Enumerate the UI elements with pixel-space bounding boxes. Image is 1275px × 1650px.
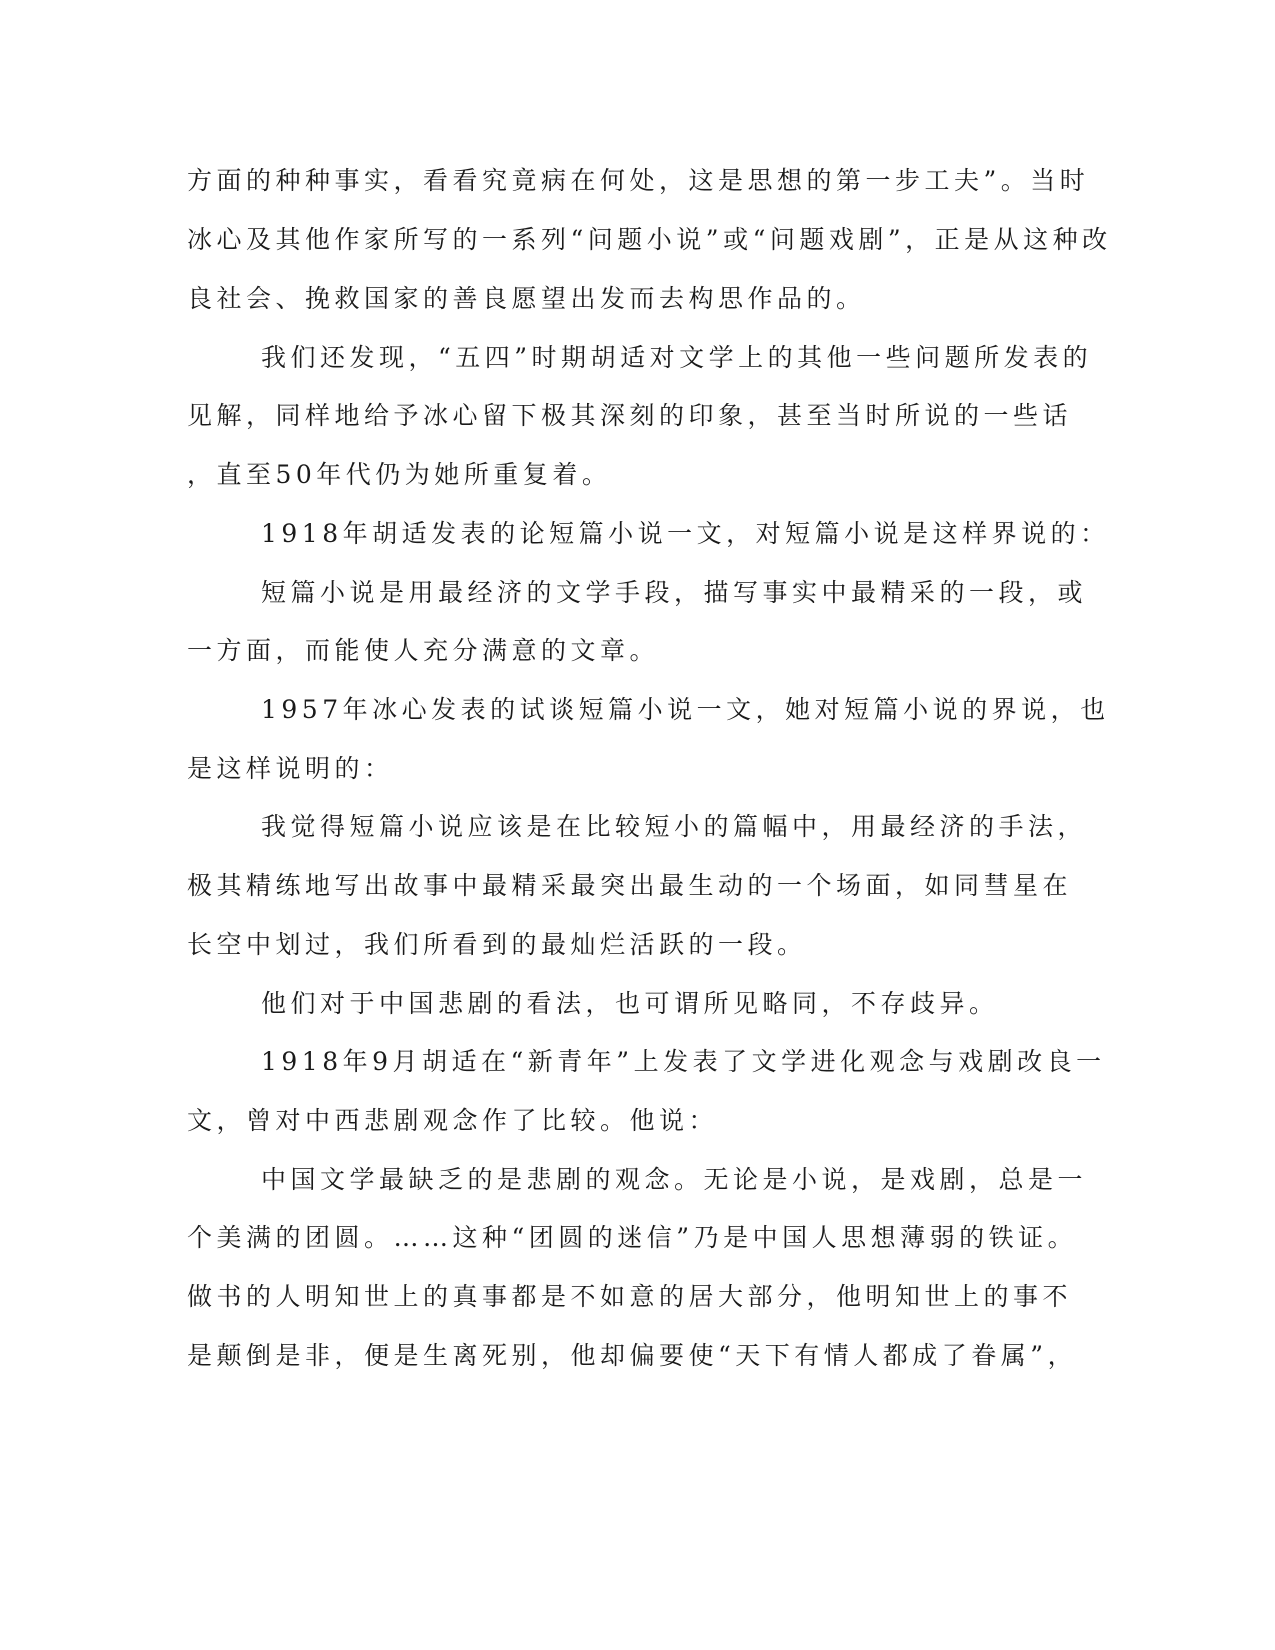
text-line-18: 中国文学最缺乏的是悲剧的观念。无论是小说，是戏剧，总是一 — [261, 1165, 1088, 1194]
text-line-13: 极其精练地写出故事中最精采最突出最生动的一个场面，如同彗星在 — [187, 871, 1073, 900]
text-line-7: 1918年胡适发表的论短篇小说一文，对短篇小说是这样界说的： — [261, 519, 1110, 548]
text-line-16: 1918年9月胡适在“新青年”上发表了文学进化观念与戏剧改良一 — [261, 1047, 1106, 1076]
text-line-9: 一方面，而能使人充分满意的文章。 — [187, 636, 660, 665]
text-line-21: 是颠倒是非，便是生离死别，他却偏要使“天下有情人都成了眷属”， — [187, 1341, 1078, 1370]
text-line-17: 文，曾对中西悲剧观念作了比较。他说： — [187, 1106, 719, 1135]
text-line-14: 长空中划过，我们所看到的最灿烂活跃的一段。 — [187, 930, 807, 959]
text-line-6: ，直至50年代仍为她所重复着。 — [187, 460, 612, 489]
text-line-2: 冰心及其他作家所写的一系列“问题小说”或“问题戏剧”，正是从这种改 — [187, 225, 1112, 254]
text-line-12: 我觉得短篇小说应该是在比较短小的篇幅中，用最经济的手法， — [261, 812, 1088, 841]
text-line-10: 1957年冰心发表的试谈短篇小说一文，她对短篇小说的界说，也 — [261, 695, 1110, 724]
text-line-1: 方面的种种事实，看看究竟病在何处，这是思想的第一步工夫”。当时 — [187, 166, 1090, 195]
text-line-15: 他们对于中国悲剧的看法，也可谓所见略同，不存歧异。 — [261, 989, 999, 1018]
text-line-3: 良社会、挽救国家的善良愿望出发而去构思作品的。 — [187, 284, 866, 313]
text-line-20: 做书的人明知世上的真事都是不如意的居大部分，他明知世上的事不 — [187, 1282, 1073, 1311]
text-line-11: 是这样说明的： — [187, 754, 394, 783]
text-line-5: 见解，同样地给予冰心留下极其深刻的印象，甚至当时所说的一些话 — [187, 401, 1073, 430]
text-line-4: 我们还发现，“五四”时期胡适对文学上的其他一些问题所发表的 — [261, 343, 1093, 372]
text-line-19: 个美满的团圆。……这种“团圆的迷信”乃是中国人思想薄弱的铁证。 — [187, 1223, 1078, 1252]
text-line-8: 短篇小说是用最经济的文学手段，描写事实中最精采的一段，或 — [261, 578, 1088, 607]
